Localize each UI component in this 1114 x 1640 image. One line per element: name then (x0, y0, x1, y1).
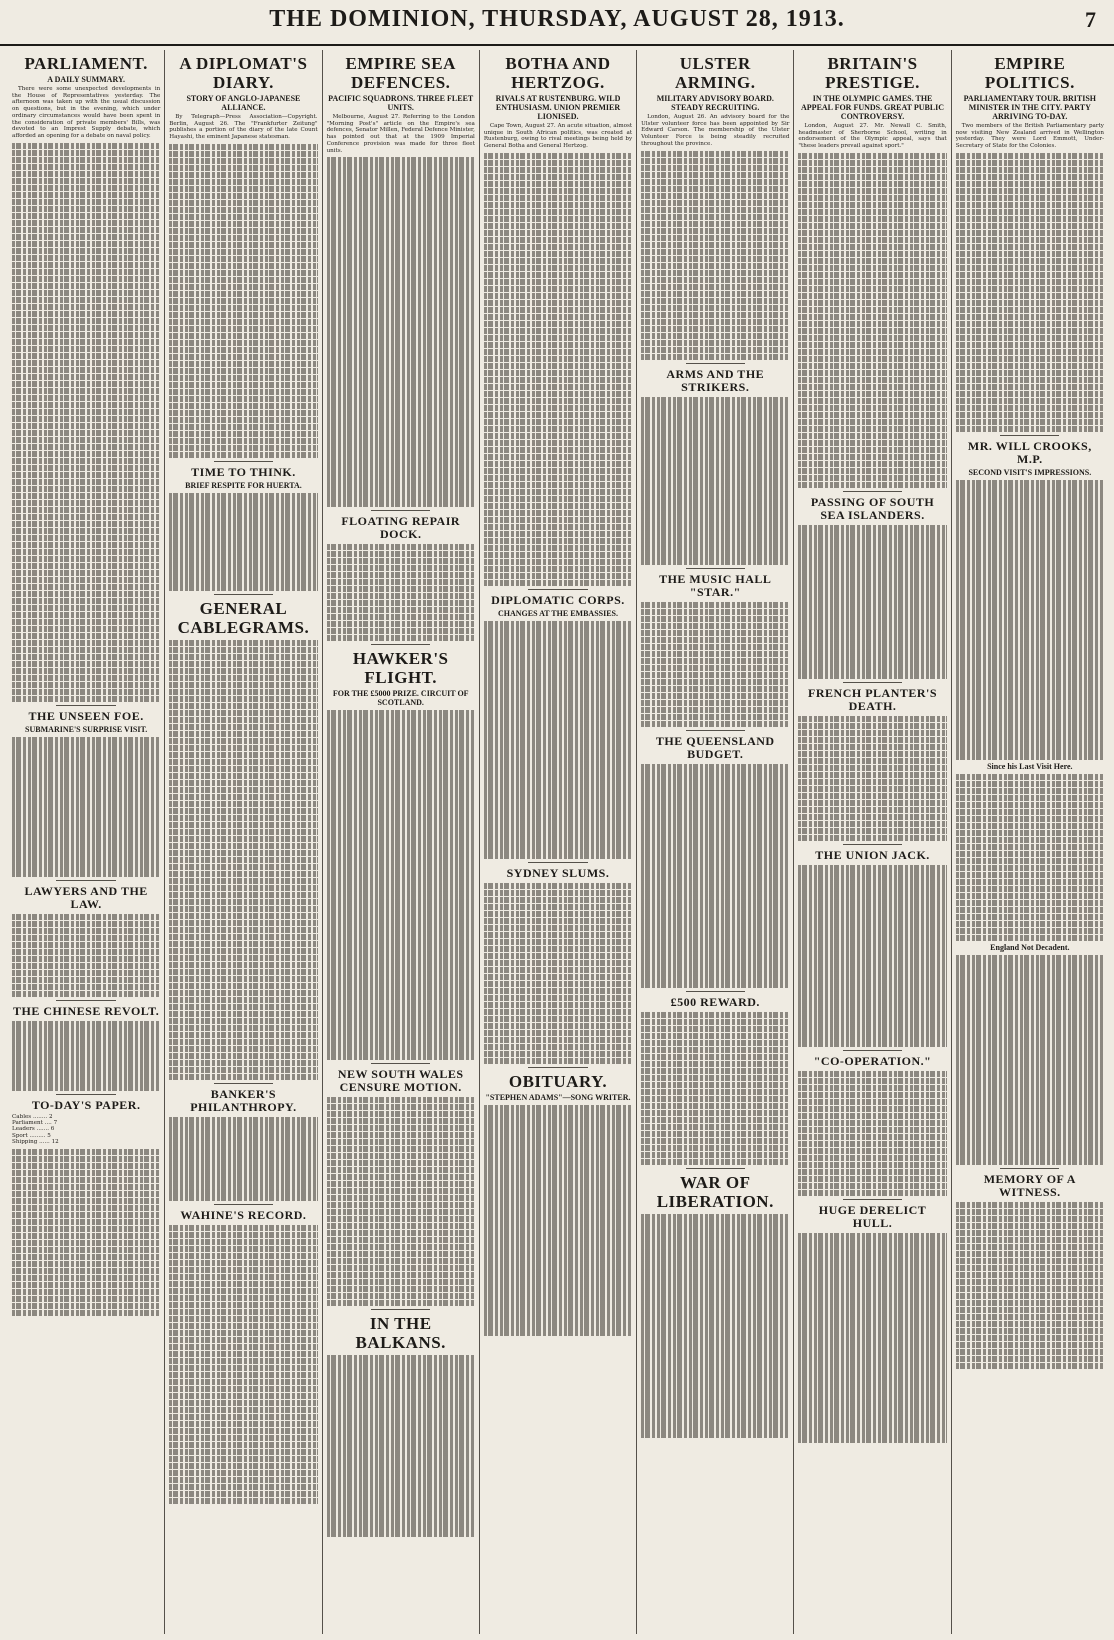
subhead: MILITARY ADVISORY BOARD. STEADY RECRUITING. (656, 94, 774, 112)
headline: TO-DAY'S PAPER. (31, 1097, 141, 1112)
headline: EMPIRE SEA DEFENCES. (345, 54, 456, 92)
article-text: By Telegraph—Press Association—Copyright. Berlin, August 26. The "Frankfurter Zeitung" publishes a portion of the diary of the late Count Hayashi, the eminent Japanese statesman. (169, 114, 318, 141)
masthead (0, 0, 1114, 46)
column-2 (165, 50, 322, 1634)
article-text: Cape Town, August 27. An acute situation, almost unique in South African politics, was created at Rustenburg, owing to rival meetings being held by General Botha and General Hertzog. (483, 123, 633, 150)
headline: A DIPLOMAT'S DIARY. (179, 54, 308, 92)
subhead: STORY OF ANGLO-JAPANESE ALLIANCE. (186, 94, 301, 112)
contents-item: Shipping ...... 12 (12, 1139, 59, 1146)
subhead: England Not Decadent. (990, 943, 1070, 953)
columns (8, 50, 1108, 1634)
headline: MR. WILL CROOKS, M.P. (967, 439, 1092, 467)
article-text: London, August 26. An advisory board for the Ulster volunteer force has been appointed by Sir Edward Carson. The membership of the Ulster Volunteer Force is being steadily recruited throughout the province. (641, 114, 790, 147)
subhead: FOR THE £5000 PRIZE. CIRCUIT OF SCOTLAND. (332, 689, 469, 708)
subhead: PARLIAMENTARY TOUR. BRITISH MINISTER IN THE CITY. PARTY ARRIVING TO-DAY. (963, 94, 1097, 121)
headline: THE QUEENSLAND BUDGET. (655, 734, 775, 762)
column-3 (323, 50, 480, 1634)
subhead: A DAILY SUMMARY. (47, 75, 125, 84)
headline: ARMS AND THE STRIKERS. (666, 367, 765, 395)
headline: THE UNSEEN FOE. (28, 709, 144, 724)
headline: WAHINE'S RECORD. (180, 1207, 307, 1222)
subhead: "STEPHEN ADAMS"—SONG WRITER. (485, 1093, 631, 1103)
subhead: CHANGES AT THE EMBASSIES. (497, 609, 618, 619)
subhead: RIVALS AT RUSTENBURG. WILD ENTHUSIASM. UNION PREMIER LIONISED. (495, 94, 621, 121)
headline: GENERAL CABLEGRAMS. (177, 598, 310, 637)
headline: LAWYERS AND THE LAW. (24, 883, 148, 911)
subhead: BRIEF RESPITE FOR HUERTA. (185, 481, 302, 491)
headline: NEW SOUTH WALES CENSURE MOTION. (337, 1066, 464, 1094)
headline: THE MUSIC HALL "STAR." (659, 571, 772, 599)
article-text: Two members of the British Parliamentary party now visiting New Zealand arrived in Wellington yesterday. They were Lord Emmott, Under-Secretary of State for the Colonies. (955, 123, 1104, 150)
headline: OBITUARY. (508, 1072, 608, 1092)
column-1 (8, 50, 165, 1634)
article-text: There were some unexpected developments in the House of Representatives yesterday. The afternoon was taken up with the usual discussion on questions, but in the evening, which under ordinary circumstances would have been spent in the consideration of private members' Bills, was devoted to an Imprest Supply debate, which afforded an opening for a debate on naval policy. (12, 86, 161, 139)
headline: IN THE BALKANS. (355, 1314, 446, 1353)
headline: BANKER'S PHILANTHROPY. (190, 1087, 297, 1115)
subhead: Since his Last Visit Here. (987, 761, 1073, 771)
column-7 (952, 50, 1108, 1634)
contents-item: Cables ........ 2 (12, 1113, 53, 1120)
contents-item: Parliament .... 7 (12, 1120, 58, 1127)
headline: PARLIAMENT. (24, 54, 148, 73)
headline: PASSING OF SOUTH SEA ISLANDERS. (810, 495, 935, 523)
headline: BRITAIN'S PRESTIGE. (825, 54, 920, 92)
page-title: THE DOMINION, THURSDAY, AUGUST 28, 1913. (269, 6, 845, 32)
page-number: 7 (1085, 7, 1096, 32)
column-5 (637, 50, 794, 1634)
column-6 (794, 50, 951, 1634)
headline: HAWKER'S FLIGHT. (352, 649, 449, 688)
headline: "CO-OPERATION." (813, 1053, 932, 1068)
headline: SYDNEY SLUMS. (506, 865, 610, 880)
subhead: SUBMARINE'S SURPRISE VISIT. (25, 725, 148, 735)
column-4 (480, 50, 637, 1634)
subhead: IN THE OLYMPIC GAMES. THE APPEAL FOR FUNDS. GREAT PUBLIC CONTROVERSY. (801, 94, 945, 121)
article-text: London, August 27. Mr. Newall C. Smith, headmaster of Sherborne School, writing in endorsement of the Olympic appeal, says that "these leaders prevail against sport." (798, 123, 947, 150)
headline: WAR OF LIBERATION. (656, 1173, 774, 1212)
headline: THE UNION JACK. (815, 848, 930, 863)
headline: £500 REWARD. (670, 994, 760, 1009)
headline: MEMORY OF A WITNESS. (983, 1171, 1076, 1199)
contents-list (12, 1114, 160, 1146)
headline: ULSTER ARMING. (675, 54, 756, 92)
headline: DIPLOMATIC CORPS. (491, 593, 625, 608)
headline: FLOATING REPAIR DOCK. (341, 513, 461, 541)
subhead: SECOND VISIT'S IMPRESSIONS. (968, 468, 1092, 478)
headline: TIME TO THINK. (191, 465, 296, 480)
contents-item: Leaders ....... 6 (12, 1126, 55, 1133)
headline: BOTHA AND HERTZOG. (505, 54, 611, 92)
article-text: Melbourne, August 27. Referring to the London "Morning Post's" article on the Empire's sea defences, Senator Millen, Federal Defence Minister, has pointed out that at the 1909 Imperial Conference provision was made for three fleet units. (326, 114, 475, 154)
headline: HUGE DERELICT HULL. (818, 1203, 927, 1231)
headline: THE CHINESE REVOLT. (12, 1004, 160, 1019)
contents-item: Sport ......... 5 (12, 1132, 51, 1139)
headline: FRENCH PLANTER'S DEATH. (808, 685, 938, 713)
subhead: PACIFIC SQUADRONS. THREE FLEET UNITS. (328, 94, 474, 112)
headline: EMPIRE POLITICS. (984, 54, 1075, 92)
